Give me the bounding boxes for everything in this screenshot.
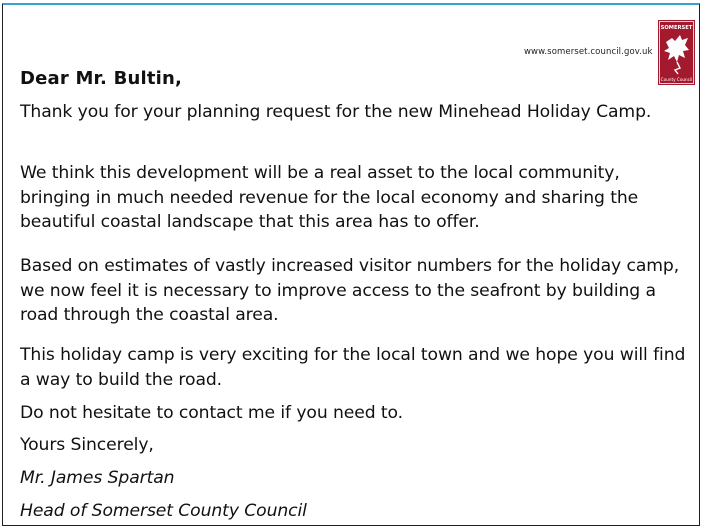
signature-name: Mr. James Spartan	[20, 468, 175, 488]
letter-page	[2, 3, 700, 526]
paragraph-5: Do not hesitate to contact me if you need to.	[20, 403, 404, 423]
council-website: www.somerset.council.gov.uk	[524, 47, 653, 57]
paragraph-1: Thank you for your planning request for the new Minehead Holiday Camp.	[20, 102, 652, 122]
paragraph-2: We think this development will be a real asset to the local community, bringing in much needed revenue for the local economy and sharing the beautiful coastal landscape that this area has to offer.	[20, 163, 639, 232]
logo-text-top: SOMERSET	[660, 25, 693, 31]
signature-title: Head of Somerset County Council	[20, 501, 307, 521]
letter-greeting: Dear Mr. Bultin,	[20, 68, 183, 89]
logo-text-bottom: County Council	[660, 77, 693, 82]
somerset-council-logo	[658, 20, 695, 85]
paragraph-3: Based on estimates of vastly increased visitor numbers for the holiday camp, we now feel it is necessary to improve access to the seafront by building a road through the coastal area.	[20, 256, 680, 325]
letter-closing: Yours Sincerely,	[20, 435, 154, 455]
paragraph-4: This holiday camp is very exciting for the local town and we hope you will find a way to build the road.	[20, 345, 686, 390]
